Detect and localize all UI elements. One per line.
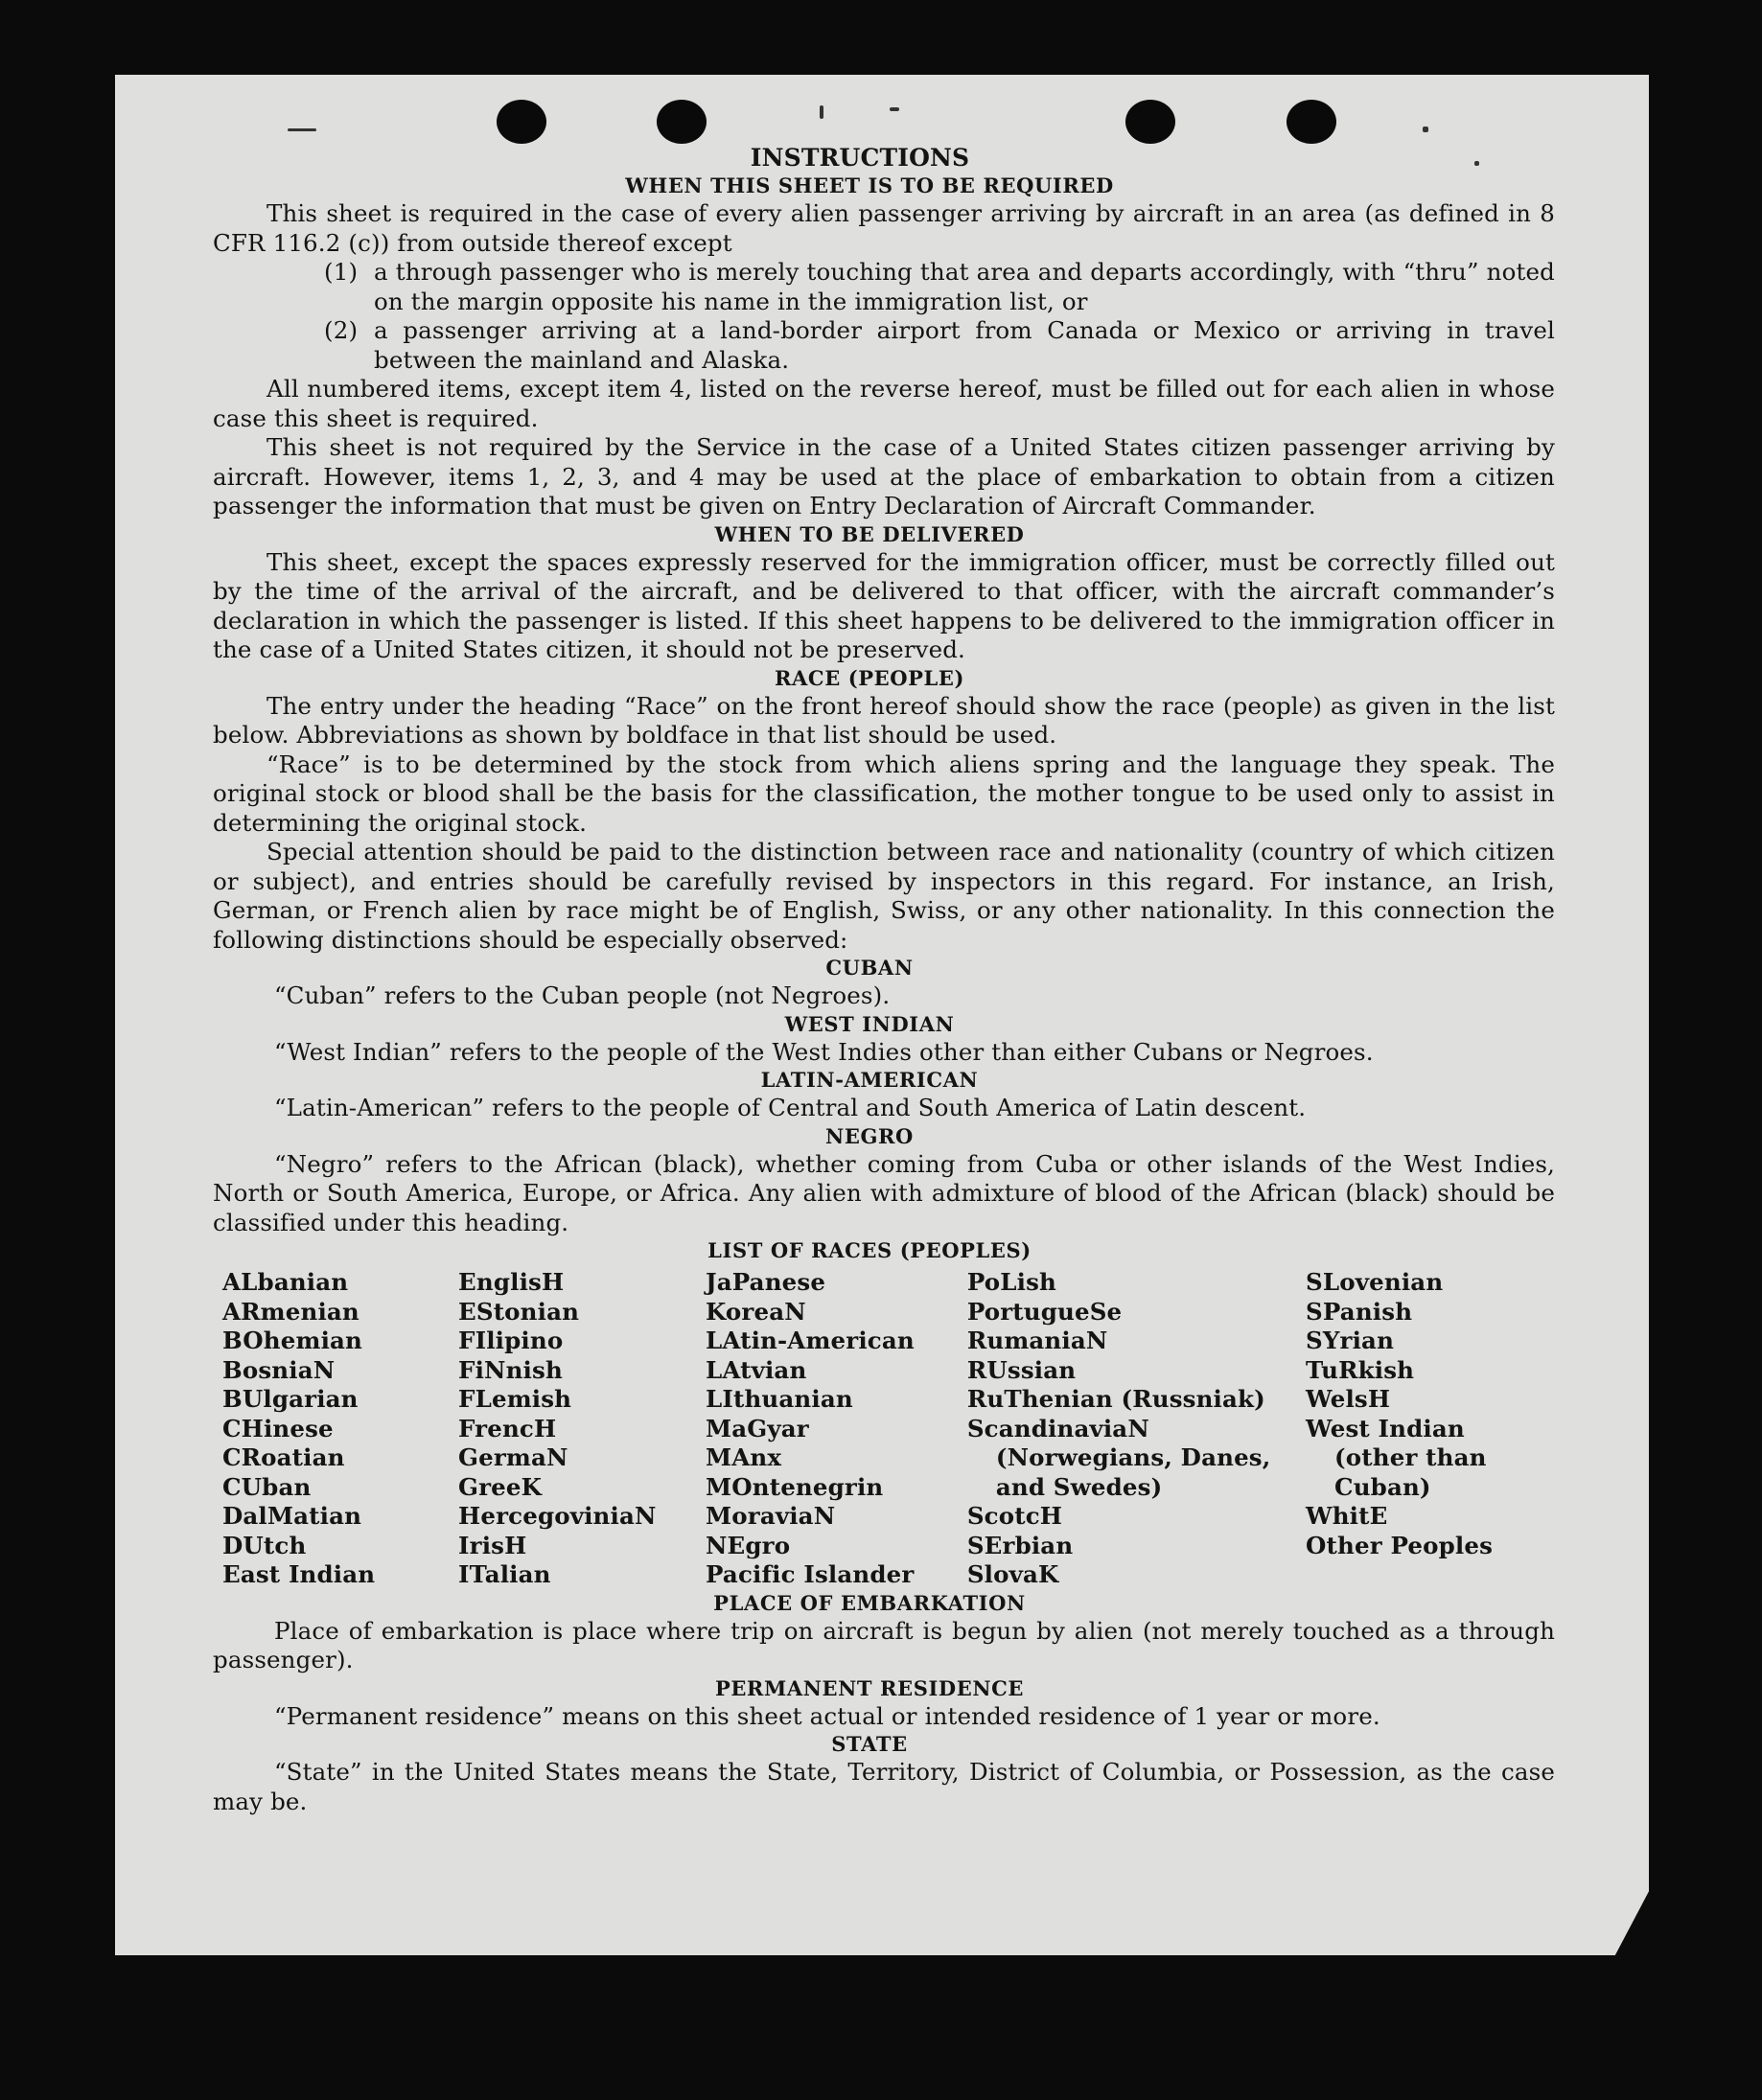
race-entry: FLemish bbox=[458, 1385, 572, 1413]
race-entry: East Indian bbox=[222, 1560, 376, 1588]
race-entry: CRoatian bbox=[222, 1443, 345, 1471]
race-entry: MaGyar bbox=[706, 1414, 809, 1442]
race-entry: Other Peoples bbox=[1306, 1531, 1494, 1559]
race-entry: DalMatian bbox=[222, 1502, 362, 1530]
latin-american-definition: “Latin-American” refers to the people of Central and South America of Latin descent. bbox=[274, 1094, 1307, 1121]
section-heading-race: RACE (PEOPLE) bbox=[774, 665, 965, 690]
race-entry: CHinese bbox=[222, 1414, 334, 1442]
race-entry: FrencH bbox=[458, 1414, 557, 1442]
exception-number: (1) bbox=[324, 258, 359, 286]
race-entry: CUban bbox=[222, 1472, 312, 1501]
when-delivered-text: This sheet, except the spaces expressly reserved for the immigration officer, must be correctly filled out by the time of the arrival of the aircraft, and be delivered to that officer, with the aircraft commander’s declaration in which the passenger is listed. If this sheet happens to be delivered to the immigration officer in the case of a United States citizen, it should not be preserved. bbox=[213, 547, 1555, 663]
race-entry: WhitE bbox=[1306, 1502, 1388, 1530]
race-entry: RUssian bbox=[966, 1355, 1077, 1384]
section-heading-permanent-residence: PERMANENT RESIDENCE bbox=[714, 1675, 1025, 1700]
section-heading-west-indian: WEST INDIAN bbox=[784, 1011, 955, 1036]
race-entry: BUlgarian bbox=[222, 1385, 359, 1413]
section-heading-when-delivered: WHEN TO BE DELIVERED bbox=[714, 521, 1025, 546]
race-entry: SlovaK bbox=[966, 1560, 1059, 1588]
race-column bbox=[222, 1268, 458, 1590]
race-entry: West Indian (other than Cuban) bbox=[1306, 1414, 1487, 1501]
race-entry: HercegoviniaN bbox=[458, 1502, 657, 1530]
exception-item bbox=[324, 316, 1555, 375]
race-entry: MOntenegrin bbox=[706, 1472, 884, 1501]
race-entry: EStonian bbox=[458, 1297, 580, 1326]
exception-text: a through passenger who is merely touching that area and departs accordingly, with “thru” noted on the margin opposite his name in the immigration list, or bbox=[374, 258, 1555, 315]
race-entry: SYrian bbox=[1306, 1327, 1395, 1354]
race-entry: SPanish bbox=[1306, 1297, 1413, 1326]
race-column bbox=[706, 1268, 967, 1590]
punch-hole bbox=[1125, 100, 1175, 144]
race-entry: Pacific Islander bbox=[706, 1560, 915, 1588]
race-entry: WelsH bbox=[1306, 1385, 1391, 1413]
instructions-title: INSTRUCTIONS bbox=[750, 144, 970, 172]
race-entry: GreeK bbox=[458, 1472, 543, 1501]
race-entry: NEgro bbox=[706, 1531, 791, 1559]
paper-mark bbox=[890, 107, 899, 111]
punch-hole bbox=[497, 100, 546, 144]
section-heading-place-of-embarkation: PLACE OF EMBARKATION bbox=[713, 1590, 1026, 1615]
race-entry: LAtin-American bbox=[706, 1327, 915, 1354]
race-entry: BosniaN bbox=[222, 1355, 336, 1384]
race-entry: JaPanese bbox=[706, 1268, 826, 1296]
race-entry: DUtch bbox=[222, 1531, 307, 1559]
race-entry: EnglisH bbox=[458, 1268, 565, 1296]
citizen-paragraph: This sheet is not required by the Service in the case of a United States citizen passenger arriving by aircraft. However, items 1, 2, 3, and 4 may be used at the place of embarkation to obtain from a citizen passenger the information that must be given on Entry Declaration of Aircraft Commander. bbox=[213, 433, 1555, 519]
negro-definition: “Negro” refers to the African (black), whether coming from Cuba or other islands of the West Indies, North or South America, Europe, or Africa. Any alien with admixture of blood of the African (black) should be classified under this heading. bbox=[213, 1149, 1555, 1236]
race-entry: ALbanian bbox=[222, 1268, 349, 1296]
race-entry: MoraviaN bbox=[706, 1502, 836, 1530]
numbered-items-paragraph: All numbered items, except item 4, listed on the reverse hereof, must be filled out for each alien in whose case this sheet is required. bbox=[213, 375, 1555, 432]
section-heading-latin-american: LATIN-AMERICAN bbox=[760, 1068, 979, 1092]
race-paragraph-2: “Race” is to be determined by the stock from which aliens spring and the language they speak. The original stock or blood shall be the basis for the classification, the mother tongue to be used only to assist in determining the original stock. bbox=[213, 750, 1555, 837]
race-entry: GermaN bbox=[458, 1443, 568, 1471]
race-entry: ScandinaviaN (Norwegians, Danes, and Swedes) bbox=[966, 1414, 1271, 1501]
race-entry: SLovenian bbox=[1306, 1268, 1444, 1296]
race-entry: ITalian bbox=[458, 1560, 551, 1588]
section-heading-state: STATE bbox=[831, 1732, 908, 1756]
exception-text: a passenger arriving at a land-border airport from Canada or Mexico or arriving in travel between the mainland and Alaska. bbox=[374, 316, 1555, 374]
race-entry: FiNnish bbox=[458, 1355, 563, 1384]
punch-hole bbox=[1287, 100, 1336, 144]
exception-item bbox=[324, 258, 1555, 316]
paper-mark bbox=[1423, 127, 1428, 132]
state-definition: “State” in the United States means the State, Territory, District of Columbia, or Possession, as the case may be. bbox=[213, 1758, 1555, 1815]
race-entry: LAtvian bbox=[706, 1355, 807, 1384]
race-entry: IrisH bbox=[458, 1531, 527, 1559]
race-entry: FIlipino bbox=[458, 1327, 564, 1354]
race-list bbox=[222, 1268, 1555, 1590]
race-entry: KoreaN bbox=[706, 1297, 806, 1326]
race-entry: RuThenian (Russniak) bbox=[966, 1385, 1265, 1413]
section-heading-when-required: WHEN THIS SHEET IS TO BE REQUIRED bbox=[625, 173, 1114, 197]
race-entry: SErbian bbox=[966, 1531, 1074, 1559]
race-entry: RumaniaN bbox=[966, 1327, 1108, 1354]
race-entry: MAnx bbox=[706, 1443, 782, 1471]
race-entry: LIthuanian bbox=[706, 1385, 853, 1413]
race-entry: ScotcH bbox=[966, 1502, 1063, 1530]
race-column bbox=[967, 1268, 1306, 1590]
section-heading-cuban: CUBAN bbox=[825, 956, 914, 980]
cuban-definition: “Cuban” refers to the Cuban people (not Negroes). bbox=[274, 981, 891, 1009]
when-required-intro: This sheet is required in the case of every alien passenger arriving by aircraft in an area (as defined in 8 CFR 116.2 (c)) from outside thereof except bbox=[213, 199, 1555, 257]
race-entry: ARmenian bbox=[222, 1297, 359, 1326]
race-column bbox=[1306, 1268, 1555, 1590]
race-entry: TuRkish bbox=[1306, 1355, 1415, 1384]
race-column bbox=[458, 1268, 706, 1590]
punch-hole bbox=[657, 100, 707, 144]
permanent-residence-definition: “Permanent residence” means on this sheet actual or intended residence of 1 year or more. bbox=[274, 1701, 1380, 1730]
instructions-body bbox=[213, 144, 1555, 1816]
paper-mark bbox=[288, 128, 316, 131]
race-entry: BOhemian bbox=[222, 1327, 363, 1354]
paper-mark bbox=[820, 105, 823, 119]
west-indian-definition: “West Indian” refers to the people of the West Indies other than either Cubans or Negroes. bbox=[274, 1037, 1374, 1066]
race-paragraph-3: Special attention should be paid to the distinction between race and nationality (country of which citizen or subject), and entries should be carefully revised by inspectors in this regard. For instance, an Irish, German, or French alien by race might be of English, Swiss, or any other nationality. In this connection the following distinctions should be especially observed: bbox=[213, 838, 1555, 954]
section-heading-list-of-races: LIST OF RACES (PEOPLES) bbox=[707, 1238, 1032, 1262]
race-paragraph-1: The entry under the heading “Race” on the front hereof should show the race (people) as given in the list below. Abbreviations as shown by boldface in that list should be used. bbox=[213, 691, 1555, 749]
place-of-embarkation-definition: Place of embarkation is place where trip on aircraft is begun by alien (not merely touched as a through passenger). bbox=[213, 1616, 1555, 1673]
race-entry: PoLish bbox=[966, 1268, 1056, 1296]
exception-number: (2) bbox=[324, 316, 359, 344]
section-heading-negro: NEGRO bbox=[825, 1123, 914, 1148]
race-entry: PortugueSe bbox=[966, 1297, 1123, 1326]
